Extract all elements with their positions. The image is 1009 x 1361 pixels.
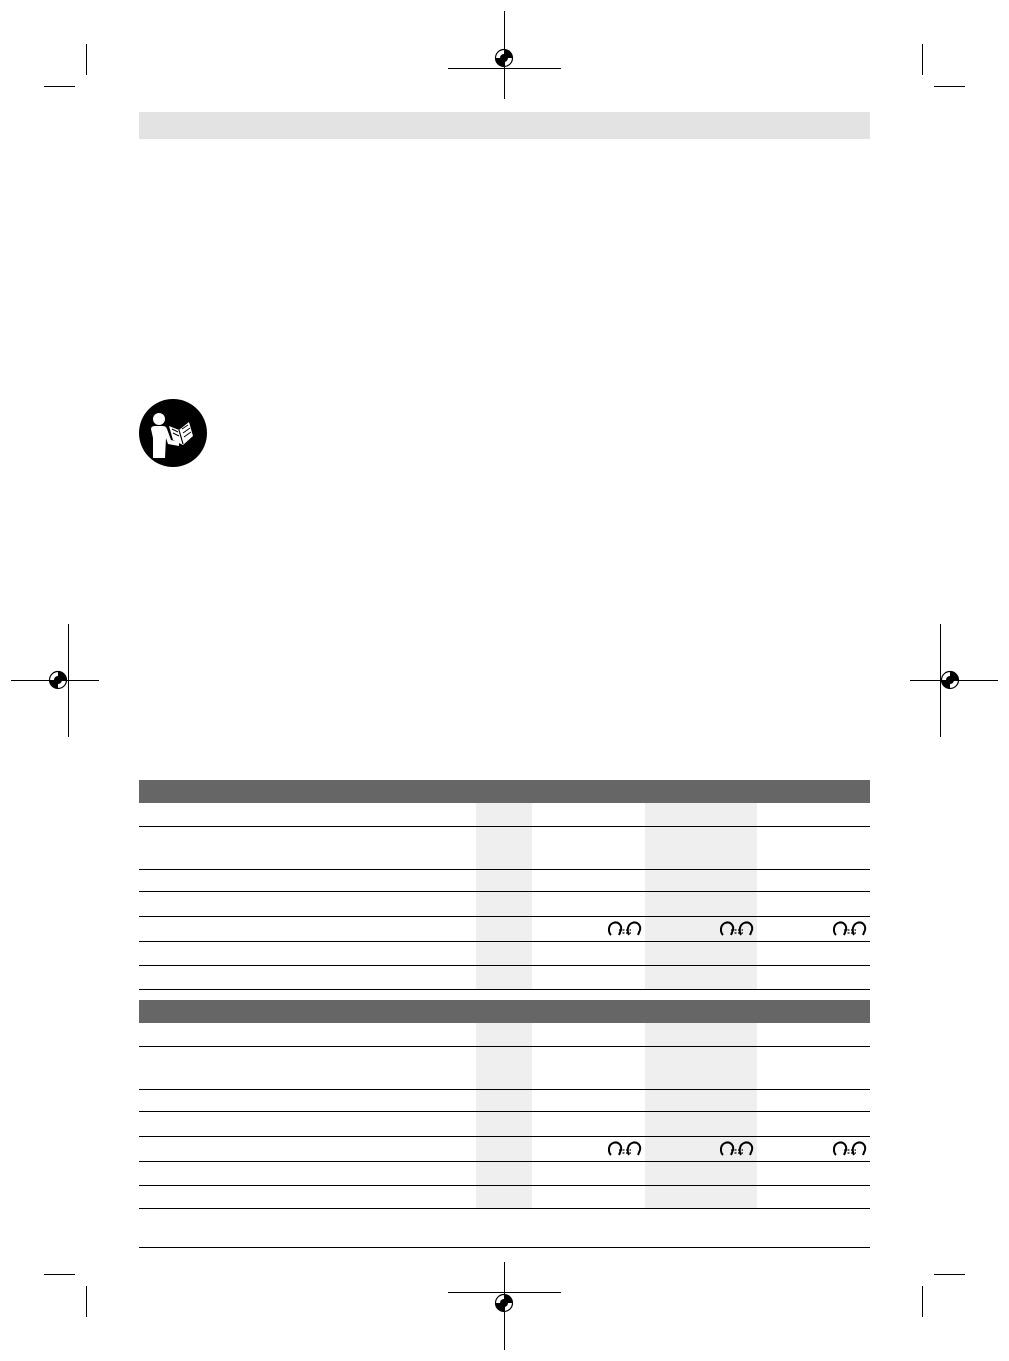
row-divider [139,965,870,966]
row-divider [139,1185,870,1186]
row-divider [139,941,870,942]
unit-column-shade [476,803,532,989]
row-divider [139,1208,870,1209]
spec-table-1 [139,780,870,990]
row-divider [139,1089,870,1090]
page-header-band [139,112,870,139]
registration-mark-icon [494,1293,514,1313]
footer-rule [139,1247,870,1248]
rotation-direction-icon [720,921,754,937]
read-instructions-icon [138,398,208,468]
spec-table-header [139,1000,870,1023]
crop-mark-top-left-h [44,86,75,87]
row-divider [139,916,870,917]
spec-table-2 [139,1000,870,1210]
row-divider [139,826,870,827]
spec-table-header [139,780,870,803]
crop-mark-top-center-h [448,68,561,69]
unit-column-shade [476,1023,532,1209]
crop-mark-top-left-v [86,44,87,75]
value-column-shade [645,1023,757,1209]
crop-mark-bottom-right-v [922,1286,923,1317]
value-column-shade [645,803,757,989]
rotation-direction-icon [833,921,867,937]
row-divider [139,1136,870,1137]
row-divider [139,1111,870,1112]
rotation-direction-icon [608,1141,642,1157]
row-divider [139,891,870,892]
crop-mark-top-right-v [922,44,923,75]
registration-mark-icon [494,48,514,68]
row-divider [139,1046,870,1047]
crop-mark-bottom-left-v [86,1286,87,1317]
rotation-direction-icon [720,1141,754,1157]
row-divider [139,989,870,990]
registration-mark-icon [940,670,960,690]
registration-mark-icon [48,670,68,690]
row-divider [139,869,870,870]
row-divider [139,1161,870,1162]
rotation-direction-icon [608,921,642,937]
crop-mark-top-right-h [934,86,965,87]
crop-mark-bottom-right-h [934,1274,965,1275]
crop-mark-bottom-left-h [44,1274,75,1275]
rotation-direction-icon [833,1141,867,1157]
